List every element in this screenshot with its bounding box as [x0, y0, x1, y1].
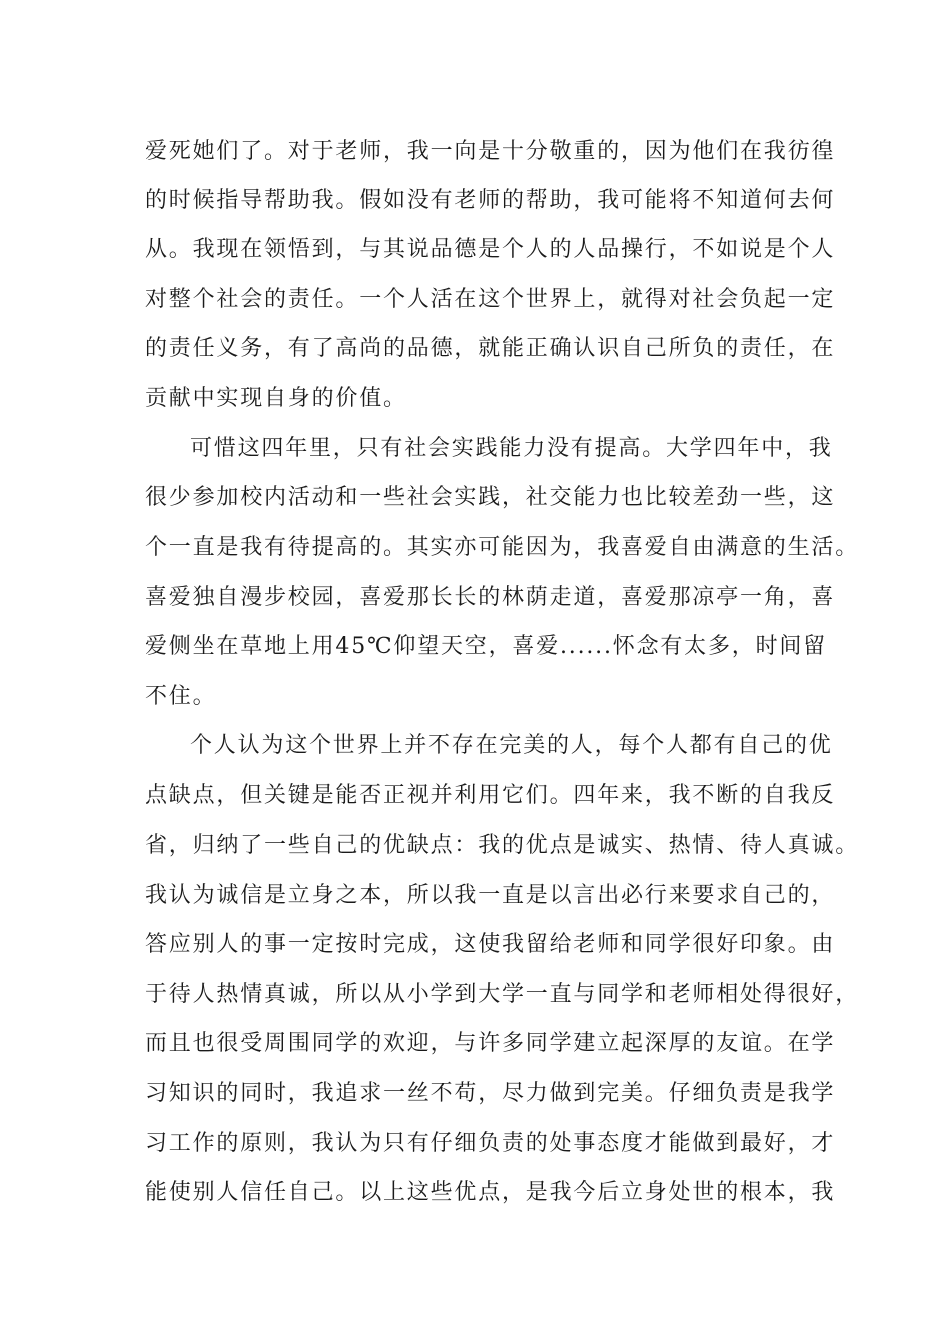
text-line: 答应别人的事一定按时完成，这使我留给老师和同学很好印象。由 [145, 932, 836, 957]
text-line: 的责任义务，有了高尚的品德，就能正确认识自己所负的责任，在 [145, 336, 836, 361]
text-line: 点缺点，但关键是能否正视并利用它们。四年来，我不断的自我反 [145, 783, 836, 808]
text-line: 喜爱独自漫步校园，喜爱那长长的林荫走道，喜爱那凉亭一角，喜 [145, 585, 836, 610]
text-line: 我认为诚信是立身之本，所以我一直是以言出必行来要求自己的， [145, 883, 836, 908]
text-line: 习工作的原则，我认为只有仔细负责的处事态度才能做到最好，才 [145, 1131, 836, 1156]
text-line: 贡献中实现自身的价值。 [145, 386, 407, 411]
text-line: 很少参加校内活动和一些社会实践，社交能力也比较差劲一些，这 [145, 485, 836, 510]
text-line: 对整个社会的责任。一个人活在这个世界上，就得对社会负起一定 [145, 287, 836, 312]
text-line: 爱死她们了。对于老师，我一向是十分敬重的，因为他们在我彷徨 [145, 139, 836, 164]
text-line: 省，归纳了一些自己的优缺点：我的优点是诚实、热情、待人真诚。 [145, 833, 860, 858]
text-line: 个一直是我有待提高的。其实亦可能因为，我喜爱自由满意的生活。 [145, 535, 860, 560]
text-line: 习知识的同时，我追求一丝不苟，尽力做到完美。仔细负责是我学 [145, 1081, 836, 1106]
text-line: 从。我现在领悟到，与其说品德是个人的人品操行，不如说是个人 [145, 237, 836, 262]
text-line: 的时候指导帮助我。假如没有老师的帮助，我可能将不知道何去何 [145, 188, 836, 213]
text-line: 于待人热情真诚，所以从小学到大学一直与同学和老师相处得很好， [145, 982, 860, 1007]
paragraph-first-line: 个人认为这个世界上并不存在完美的人，每个人都有自己的优 [190, 733, 833, 758]
text-line: 爱侧坐在草地上用45℃仰望天空，喜爱......怀念有太多，时间留 [145, 634, 827, 659]
text-line: 能使别人信任自己。以上这些优点，是我今后立身处世的根本，我 [145, 1180, 836, 1205]
text-line: 不住。 [145, 684, 217, 709]
paragraph-first-line: 可惜这四年里，只有社会实践能力没有提高。大学四年中，我 [190, 436, 833, 461]
text-line: 而且也很受周围同学的欢迎，与许多同学建立起深厚的友谊。在学 [145, 1031, 836, 1056]
